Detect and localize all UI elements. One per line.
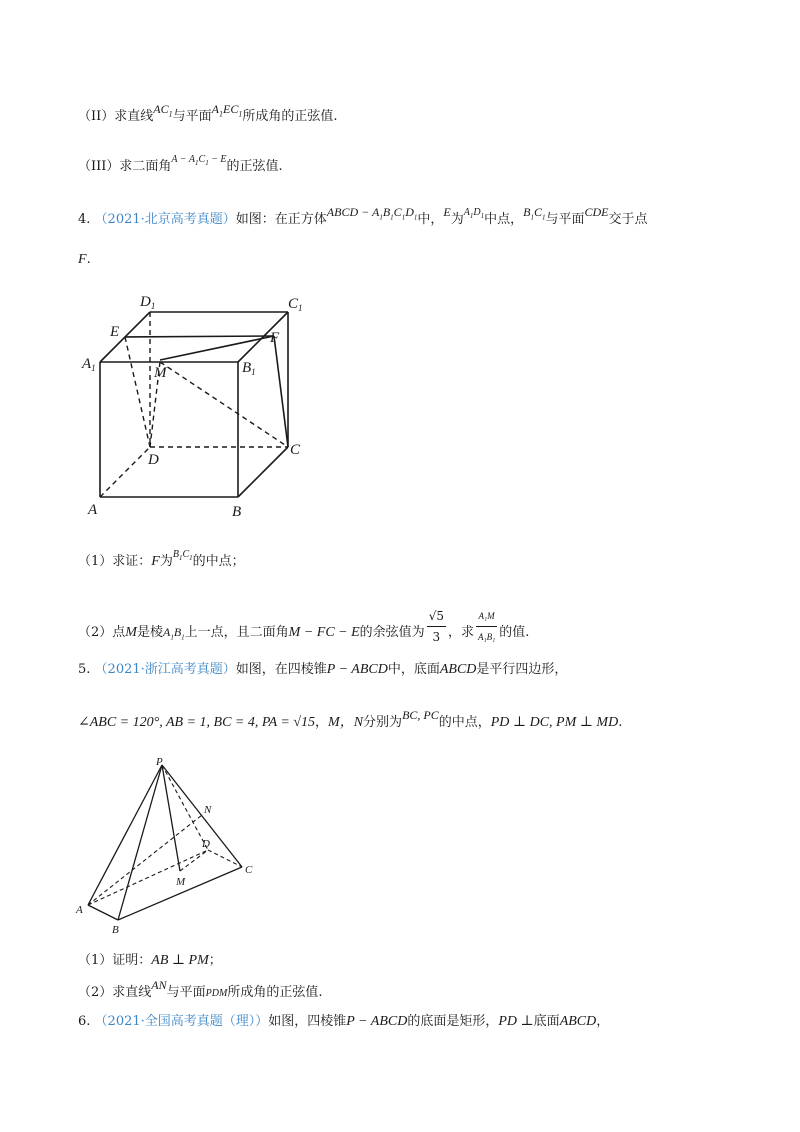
cube-figure [70,282,330,522]
q4-part1: （1）求证：F为$^{B_1C_1}$的中点； [78,549,245,569]
label-b5: B [112,924,119,935]
math-a1d1: A1D1 [463,207,485,220]
q5-part1: （1）证明：AB ⊥ PM； [78,953,222,968]
math-a1ec1: $A_1EC_1$ [211,102,243,119]
label-e: E [110,324,120,340]
label-b1: $B_1$ [242,360,256,377]
label-d1: $D_1$ [140,294,156,311]
q4-statement-cont: F. [78,252,91,267]
math-ac1: $AC_1$ [153,102,173,119]
label-d5: D [202,838,210,850]
fraction-a1m-over-a1b1: $\frac{\text{A₁M}}{\text{A₁B₁}}$ [476,606,497,647]
pyramid-figure [70,755,270,935]
label-d: D [148,452,159,468]
label-c1: $C_1$ [288,296,303,313]
label-a1: $A_1$ [82,356,96,373]
label-p: P [156,756,163,768]
q5-source: （2021·浙江高考真题） [94,662,236,677]
math-dihedral-a-a1c1-e: A − A1C1 − E [171,154,227,167]
label-m5: M [176,876,186,888]
label-m: M [154,365,167,381]
q3-part3: （III）求二面角$^{A - A_1C_1 - E}$的正弦值. [78,154,283,174]
q4-part2: （2）点M是棱$A_1B_1$上一点，且二面角M − FC − E的余弦值为 $\frac{√5}{3}$ ，求 $\frac{\text{A₁M}}{\text{A₁B₁}}$ 的值. [78,612,529,653]
label-a5: A [76,904,83,916]
q3-part2: （II）求直线$AC_1$与平面$A_1EC_1$所成角的正弦值. [78,102,338,124]
math-cube: ABCD − $A_1B_1C_1D_1$ [326,205,418,222]
label-c: C [290,442,301,458]
label-f: F [270,330,280,346]
q5-conditions: ∠ABC = 120°, AB = 1, BC = 4, PA = √15，M，N分别为BC, PC的中点，PD ⊥ DC, PM ⊥ MD. [78,708,623,730]
q5-part2: （2）求直线AN与平面PDM所成角的正弦值. [78,978,323,1000]
fraction-sqrt5-over-3: $\frac{√5}{3}$ [427,606,446,647]
q4-statement: 4. （2021·北京高考真题）如图：在正方体ABCD − $A_1B_1C_1D_1$中，E为$^{A_1D_1}$中点，$B_1C_1$与平面CDE交于点 [78,205,648,227]
label-c5: C [245,864,253,876]
math-b1c1: $B_1C_1$ [523,205,546,222]
q6-source: （2021·全国高考真题（理）） [94,1014,269,1029]
label-n: N [204,804,212,816]
label-b: B [232,504,242,520]
math-b1c1-part1: B1C1 [172,549,193,562]
label-a: A [88,502,98,518]
q5-statement: 5. （2021·浙江高考真题）如图，在四棱锥P − ABCD中，底面ABCD是平行四边形， [78,662,568,677]
q4-source: （2021·北京高考真题） [94,212,236,227]
q6-statement: 6. （2021·全国高考真题（理））如图，四棱锥P − ABCD的底面是矩形，PD ⊥底面ABCD， [78,1014,610,1029]
math-a1b1: $A_1B_1$ [162,625,185,642]
